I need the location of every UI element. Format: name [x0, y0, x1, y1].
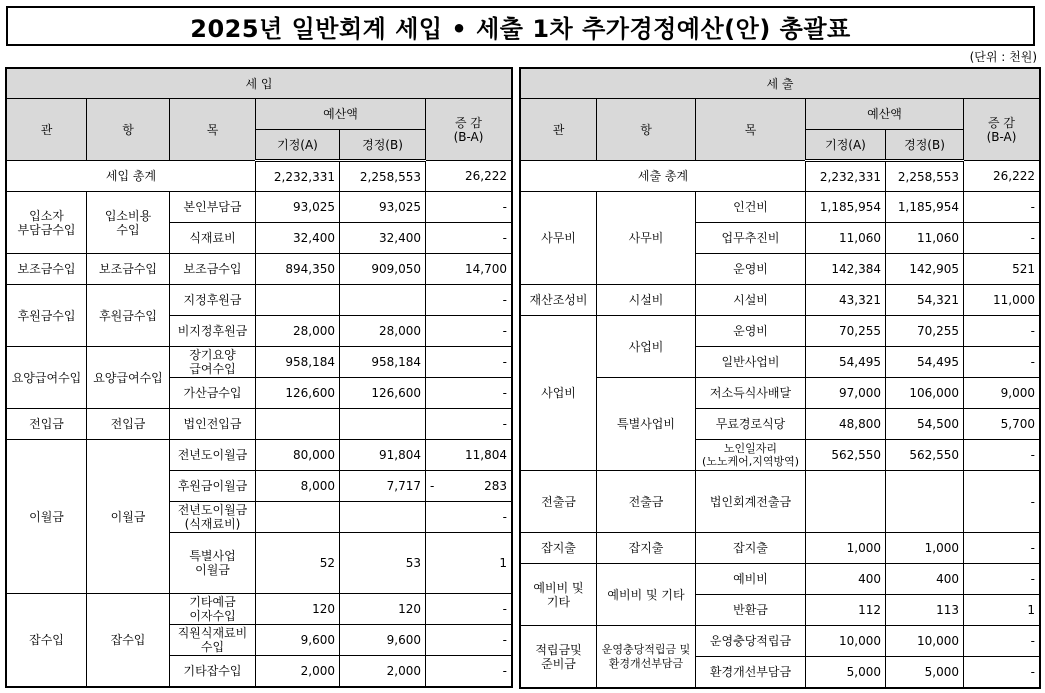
orig-cell: 11,060 — [806, 223, 886, 254]
revenue-table — [6, 68, 512, 687]
rev-cell: 562,550 — [886, 440, 964, 471]
rev-cell: 70,255 — [886, 316, 964, 347]
rev-cell: 93,025 — [340, 192, 426, 223]
page-title: 2025년 일반회계 세입 • 세출 1차 추가경정예산(안) 총괄표 — [6, 6, 1035, 46]
mok-cell: 잡지출 — [696, 533, 806, 564]
mok-cell: 운영충당적립금 — [696, 626, 806, 657]
mok-cell: 일반사업비 — [696, 347, 806, 378]
hang-cell: 보조금수입 — [87, 254, 170, 285]
rev-cell: 53 — [340, 533, 426, 594]
orig-cell: 32,400 — [256, 223, 340, 254]
hang-cell: 잡지출 — [597, 533, 696, 564]
hang-cell: 입소비용 수입 — [87, 192, 170, 254]
total-rev: 2,258,553 — [340, 161, 426, 192]
mok-cell: 기타잡수입 — [170, 656, 256, 687]
orig-cell: 97,000 — [806, 378, 886, 409]
mok-cell: 본인부담금 — [170, 192, 256, 223]
gwan-cell: 잡수입 — [7, 594, 87, 687]
header-rev: 경정(B) — [886, 130, 964, 161]
mok-cell: 비지정후원금 — [170, 316, 256, 347]
minus-sign: - — [430, 479, 435, 493]
rev-cell: 113 — [886, 595, 964, 626]
hang-cell: 요양급여수입 — [87, 347, 170, 409]
orig-cell: 28,000 — [256, 316, 340, 347]
diff-cell: 11,000 — [964, 285, 1040, 316]
diff-cell: - — [426, 656, 512, 687]
orig-cell — [256, 285, 340, 316]
diff-cell: - — [426, 316, 512, 347]
rev-cell: 11,060 — [886, 223, 964, 254]
orig-cell: 10,000 — [806, 626, 886, 657]
orig-cell: 80,000 — [256, 440, 340, 471]
hang-cell: 잡수입 — [87, 594, 170, 687]
gwan-cell: 전입금 — [7, 409, 87, 440]
rev-cell — [340, 409, 426, 440]
revenue-section-header: 세 입 — [7, 69, 512, 99]
diff-value: 283 — [484, 479, 507, 493]
orig-cell: 8,000 — [256, 471, 340, 502]
mok-cell: 전년도이월금 — [170, 440, 256, 471]
diff-cell: 5,700 — [964, 409, 1040, 440]
orig-cell: 52 — [256, 533, 340, 594]
rev-cell: 106,000 — [886, 378, 964, 409]
header-diff-label: 증 감 — [455, 115, 482, 130]
orig-cell: 120 — [256, 594, 340, 625]
mok-cell: 지정후원금 — [170, 285, 256, 316]
diff-cell: 9,000 — [964, 378, 1040, 409]
diff-cell: - — [964, 440, 1040, 471]
rev-cell: 1,185,954 — [886, 192, 964, 223]
orig-cell: 142,384 — [806, 254, 886, 285]
rev-cell: 54,495 — [886, 347, 964, 378]
header-diff — [426, 99, 512, 161]
mok-cell: 전년도이월금 (식재료비) — [170, 502, 256, 533]
diff-cell: 1 — [426, 533, 512, 594]
diff-cell — [426, 471, 512, 502]
diff-cell: - — [964, 223, 1040, 254]
diff-cell: - — [964, 657, 1040, 688]
diff-cell: - — [964, 316, 1040, 347]
header-gwan: 관 — [7, 99, 87, 161]
mok-cell: 장기요양 급여수입 — [170, 347, 256, 378]
rev-cell: 9,600 — [340, 625, 426, 656]
header-mok: 목 — [696, 99, 806, 161]
gwan-cell: 잡지출 — [521, 533, 597, 564]
diff-cell: 14,700 — [426, 254, 512, 285]
rev-cell: 142,905 — [886, 254, 964, 285]
orig-cell: 958,184 — [256, 347, 340, 378]
gwan-cell: 보조금수입 — [7, 254, 87, 285]
mok-cell: 가산금수입 — [170, 378, 256, 409]
orig-cell — [806, 471, 886, 533]
diff-cell: - — [426, 192, 512, 223]
diff-cell: 1 — [964, 595, 1040, 626]
mok-cell: 인건비 — [696, 192, 806, 223]
orig-cell: 894,350 — [256, 254, 340, 285]
gwan-cell: 적립금및 준비금 — [521, 626, 597, 688]
mok-cell: 노인일자리 (노노케어,지역방역) — [696, 440, 806, 471]
diff-cell: - — [964, 471, 1040, 533]
mok-cell: 특별사업 이월금 — [170, 533, 256, 594]
mok-cell: 예비비 — [696, 564, 806, 595]
header-gwan: 관 — [521, 99, 597, 161]
diff-cell: - — [426, 378, 512, 409]
gwan-cell: 전출금 — [521, 471, 597, 533]
mok-cell: 직원식재료비 수입 — [170, 625, 256, 656]
hang-cell: 예비비 및 기타 — [597, 564, 696, 626]
rev-cell: 5,000 — [886, 657, 964, 688]
rev-cell: 958,184 — [340, 347, 426, 378]
mok-cell: 반환금 — [696, 595, 806, 626]
mok-cell: 무료경로식당 — [696, 409, 806, 440]
orig-cell: 126,600 — [256, 378, 340, 409]
diff-cell: - — [426, 625, 512, 656]
mok-cell: 법인회계전출금 — [696, 471, 806, 533]
rev-cell: 32,400 — [340, 223, 426, 254]
total-rev: 2,258,553 — [886, 161, 964, 192]
total-diff: 26,222 — [964, 161, 1040, 192]
total-label: 세출 총계 — [521, 161, 806, 192]
rev-cell: 91,804 — [340, 440, 426, 471]
orig-cell: 54,495 — [806, 347, 886, 378]
diff-cell: - — [426, 223, 512, 254]
header-diff-formula: (B-A) — [453, 129, 484, 144]
gwan-cell: 후원금수입 — [7, 285, 87, 347]
mok-cell: 기타예금 이자수입 — [170, 594, 256, 625]
mok-cell: 업무추진비 — [696, 223, 806, 254]
hang-cell: 후원금수입 — [87, 285, 170, 347]
header-mok: 목 — [170, 99, 256, 161]
hang-cell: 이월금 — [87, 440, 170, 594]
gwan-cell: 사업비 — [521, 316, 597, 471]
hang-cell: 사무비 — [597, 192, 696, 285]
expense-section-header: 세 출 — [521, 69, 1040, 99]
mok-cell: 저소득식사배달 — [696, 378, 806, 409]
diff-cell: 521 — [964, 254, 1040, 285]
rev-cell — [886, 471, 964, 533]
header-orig: 기정(A) — [806, 130, 886, 161]
total-orig: 2,232,331 — [806, 161, 886, 192]
diff-cell: - — [426, 409, 512, 440]
mok-cell: 보조금수입 — [170, 254, 256, 285]
orig-cell: 43,321 — [806, 285, 886, 316]
header-rev: 경정(B) — [340, 130, 426, 161]
rev-cell — [340, 285, 426, 316]
orig-cell: 2,000 — [256, 656, 340, 687]
total-orig: 2,232,331 — [256, 161, 340, 192]
mok-cell: 후원금이월금 — [170, 471, 256, 502]
diff-cell: - — [964, 533, 1040, 564]
diff-cell: - — [426, 594, 512, 625]
header-orig: 기정(A) — [256, 130, 340, 161]
unit-label: (단위 : 천원) — [969, 50, 1037, 64]
diff-cell: - — [426, 502, 512, 533]
rev-cell: 2,000 — [340, 656, 426, 687]
rev-cell: 400 — [886, 564, 964, 595]
gwan-cell: 사무비 — [521, 192, 597, 285]
orig-cell: 1,185,954 — [806, 192, 886, 223]
header-budget: 예산액 — [806, 99, 964, 130]
rev-cell: 120 — [340, 594, 426, 625]
orig-cell: 93,025 — [256, 192, 340, 223]
header-diff-formula: (B-A) — [986, 129, 1017, 144]
header-hang: 항 — [87, 99, 170, 161]
gwan-cell: 재산조성비 — [521, 285, 597, 316]
orig-cell: 400 — [806, 564, 886, 595]
header-diff — [964, 99, 1040, 161]
orig-cell — [256, 409, 340, 440]
mok-cell: 운영비 — [696, 316, 806, 347]
total-diff: 26,222 — [426, 161, 512, 192]
orig-cell: 1,000 — [806, 533, 886, 564]
header-budget: 예산액 — [256, 99, 426, 130]
mok-cell: 시설비 — [696, 285, 806, 316]
hang-cell: 전입금 — [87, 409, 170, 440]
gwan-cell: 예비비 및 기타 — [521, 564, 597, 626]
rev-cell: 54,500 — [886, 409, 964, 440]
rev-cell: 54,321 — [886, 285, 964, 316]
rev-cell: 1,000 — [886, 533, 964, 564]
diff-cell: - — [964, 626, 1040, 657]
diff-cell: 11,804 — [426, 440, 512, 471]
mok-cell: 운영비 — [696, 254, 806, 285]
orig-cell: 5,000 — [806, 657, 886, 688]
header-hang: 항 — [597, 99, 696, 161]
hang-cell: 전출금 — [597, 471, 696, 533]
orig-cell: 48,800 — [806, 409, 886, 440]
rev-cell: 10,000 — [886, 626, 964, 657]
diff-cell: - — [426, 347, 512, 378]
total-label: 세입 총계 — [7, 161, 256, 192]
orig-cell: 9,600 — [256, 625, 340, 656]
mok-cell: 법인전입금 — [170, 409, 256, 440]
rev-cell — [340, 502, 426, 533]
gwan-cell: 이월금 — [7, 440, 87, 594]
hang-cell: 운영충당적립금 및 환경개선부담금 — [597, 626, 696, 688]
hang-cell: 사업비 — [597, 316, 696, 378]
rev-cell: 28,000 — [340, 316, 426, 347]
orig-cell — [256, 502, 340, 533]
mok-cell: 식재료비 — [170, 223, 256, 254]
orig-cell: 562,550 — [806, 440, 886, 471]
orig-cell: 70,255 — [806, 316, 886, 347]
diff-cell: - — [964, 347, 1040, 378]
orig-cell: 112 — [806, 595, 886, 626]
header-diff-label: 증 감 — [988, 115, 1015, 130]
mok-cell: 환경개선부담금 — [696, 657, 806, 688]
rev-cell: 909,050 — [340, 254, 426, 285]
diff-cell: - — [964, 564, 1040, 595]
hang-cell: 특별사업비 — [597, 378, 696, 471]
diff-cell: - — [426, 285, 512, 316]
gwan-cell: 입소자 부담금수입 — [7, 192, 87, 254]
rev-cell: 126,600 — [340, 378, 426, 409]
rev-cell: 7,717 — [340, 471, 426, 502]
expense-table — [520, 68, 1040, 688]
hang-cell: 시설비 — [597, 285, 696, 316]
gwan-cell: 요양급여수입 — [7, 347, 87, 409]
diff-cell: - — [964, 192, 1040, 223]
